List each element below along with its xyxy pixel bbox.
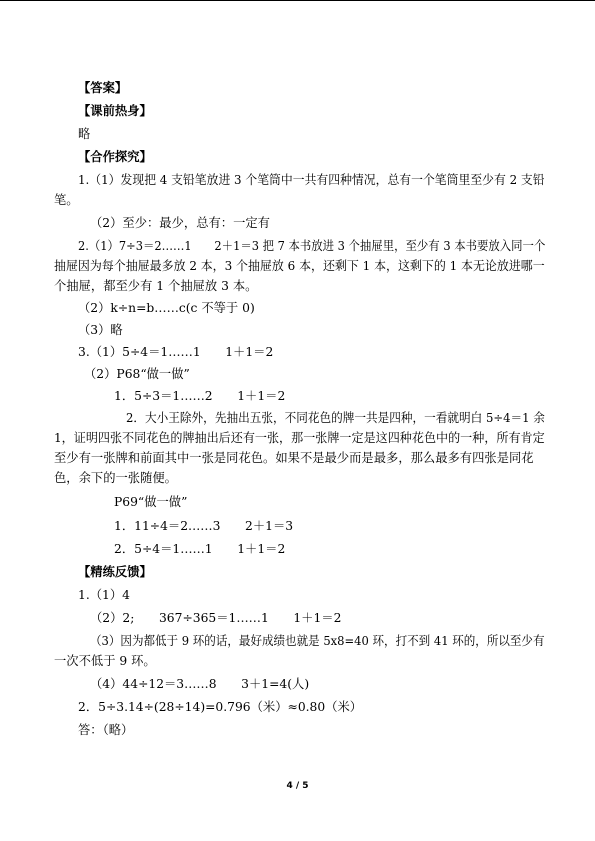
explore-line: 1，证明四张不同花色的牌抽出后还有一张，那一张牌一定是这四种花色中的一种，所有肯定 xyxy=(54,431,545,445)
explore-line: 抽屉因为每个抽屉最多放 2 本，3 个抽屉放 6 本，还剩下 1 本，这剩下的 1 本无论放进哪一 xyxy=(54,259,545,273)
practice-line: 一次不低于 9 环。 xyxy=(54,654,156,668)
heading-answer: 【答案】 xyxy=(78,81,128,95)
explore-line: 2.（1）7÷3＝2……1 2＋1＝3 把 7 本书放进 3 个抽屉里，至少有 3 本书要放入同一个 xyxy=(78,239,546,253)
explore-line: 至少有一张牌和前面其中一张是同花色。如果不是最少而是最多，那么最多有四张是同花 xyxy=(54,451,534,465)
heading-warmup: 【课前热身】 xyxy=(78,104,152,118)
practice-line: （4）44÷12＝3……8 3＋1=4(人) xyxy=(90,677,310,691)
explore-line: （3）略 xyxy=(78,323,123,337)
warmup-text: 略 xyxy=(78,127,91,141)
practice-line: 答：（略） xyxy=(78,723,134,737)
practice-line: （3）因为都低于 9 环的话，最好成绩也就是 5x8=40 环，打不到 41 环的，所以至少有 xyxy=(90,634,545,648)
explore-line: 笔。 xyxy=(54,193,79,207)
practice-line: 2．5÷3.14÷(28÷14)=0.796（米）≈0.80（米） xyxy=(78,700,363,714)
heading-explore: 【合作探究】 xyxy=(78,150,152,164)
page-number: 4 / 5 xyxy=(286,781,309,791)
explore-line: 2．大小王除外，先抽出五张，不同花色的牌一共是四种，一看就明白 5÷4＝1 余 xyxy=(126,411,545,425)
explore-line: 1．11÷4＝2……3 2＋1＝3 xyxy=(114,519,294,533)
explore-line: （2）至少：最少，总有：一定有 xyxy=(90,216,270,230)
explore-line: 个抽屉，都至少有 1 个抽屉放 3 本。 xyxy=(54,279,258,293)
practice-line: 1.（1）4 xyxy=(78,588,130,602)
explore-line: 1．5÷3＝1……2 1＋1＝2 xyxy=(114,389,286,403)
explore-line: （2）k÷n=b……c(c 不等于 0) xyxy=(78,301,255,315)
explore-line: 色，余下的一张随便。 xyxy=(54,471,177,485)
practice-line: （2）2; 367÷365＝1……1 1＋1＝2 xyxy=(90,611,342,625)
explore-line: 2．5÷4＝1……1 1＋1＝2 xyxy=(114,542,286,556)
explore-line: （2）P68“做一做” xyxy=(84,367,190,381)
explore-line: 1.（1）发现把 4 支铅笔放进 3 个笔筒中一共有四种情况，总有一个笔筒里至少有 2 支铅 xyxy=(78,173,545,187)
heading-practice: 【精练反馈】 xyxy=(78,565,152,579)
explore-line: P69“做一做” xyxy=(114,495,188,509)
explore-line: 3.（1）5÷4＝1……1 1＋1＝2 xyxy=(78,345,274,359)
